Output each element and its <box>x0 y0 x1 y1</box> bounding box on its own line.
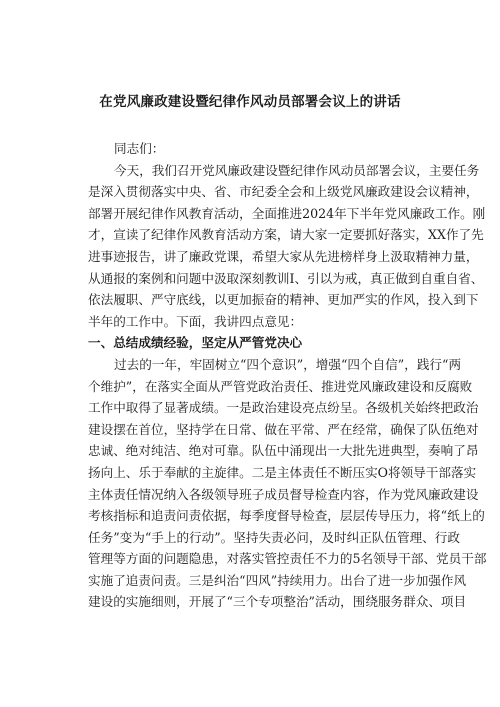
salutation: 同志们： <box>114 141 165 156</box>
paragraph-line: 建设的实施细则，开展了“三个专项整治”活动，围绕服务群众、项目 <box>88 594 467 610</box>
document-title: 在党风廉政建设暨纪律作风动员部署会议上的讲话 <box>99 94 401 110</box>
paragraph-line: 建设摆在首位，坚持学在日常、做在平常、严在经常，确保了队伍绝对 <box>88 421 479 437</box>
paragraph-line: 任务”变为“手上的行动”。坚持失责必问，及时纠正队伍管理、行政 <box>88 529 460 545</box>
paragraph-line: 过去的一年，牢固树立“四个意识”，增强“四个自信”，践行“两 <box>114 356 462 372</box>
paragraph-line: 考核指标和追责问责依据，每季度督导检查，层层传导压力，将“纸上的 <box>88 508 485 524</box>
paragraph-line: 主体责任情况纳入各级领导班子成员督导检查内容，作为党风廉政建设 <box>88 486 479 502</box>
paragraph-line: 个维护”，在落实全面从严管党政治责任、推进党风廉政建设和反腐败 <box>88 378 473 394</box>
paragraph-line: 才，宣读了纪律作风教育活动方案，请大家一定要抓好落实，XX作了先 <box>88 227 484 243</box>
paragraph-line: 管理等方面的问题隐患，对落实管控责任不力的5名领导干部、党员干部 <box>88 551 487 567</box>
paragraph-line: 部署开展纪律作风教育活动，全面推进2024年下半年党风廉政工作。刚 <box>88 205 486 221</box>
paragraph-line: 是深入贯彻落实中央、省、市纪委全会和上级党风廉政建设会议精神， <box>88 184 479 200</box>
document-body <box>88 138 487 613</box>
paragraph-line: 进事迹报告，讲了廉政党课，希望大家从先进榜样身上汲取精神力量， <box>88 248 479 264</box>
paragraph-line: 半年的工作中。下面，我讲四点意见： <box>88 313 303 329</box>
paragraph-line: 从通报的案例和问题中汲取深刻教训I、引以为戒，真正做到自重自省、 <box>88 270 484 286</box>
paragraph-line: 实施了追责问责。三是纠治“四风”持续用力。出台了进一步加强作风 <box>88 572 467 588</box>
paragraph-line: 工作中取得了显著成绩。一是政治建设亮点纷呈。各级机关始终把政治 <box>88 400 479 416</box>
paragraph-line: 忠诚、绝对纯洁、绝对可靠。队伍中涌现出一大批先进典型，奏响了昂 <box>88 443 479 459</box>
paragraph-line: 依法履职、严守底线，以更加振奋的精神、更加严实的作风，投入到下 <box>88 292 479 308</box>
paragraph-line: 今天，我们召开党风廉政建设暨纪律作风动员部署会议，主要任务 <box>114 162 480 178</box>
paragraph-line: 扬向上、乐于奉献的主旋律。二是主体责任不断压实O将领导干部落实 <box>88 464 477 480</box>
section-heading: 一、总结成绩经验，坚定从严管党决心 <box>88 335 303 351</box>
